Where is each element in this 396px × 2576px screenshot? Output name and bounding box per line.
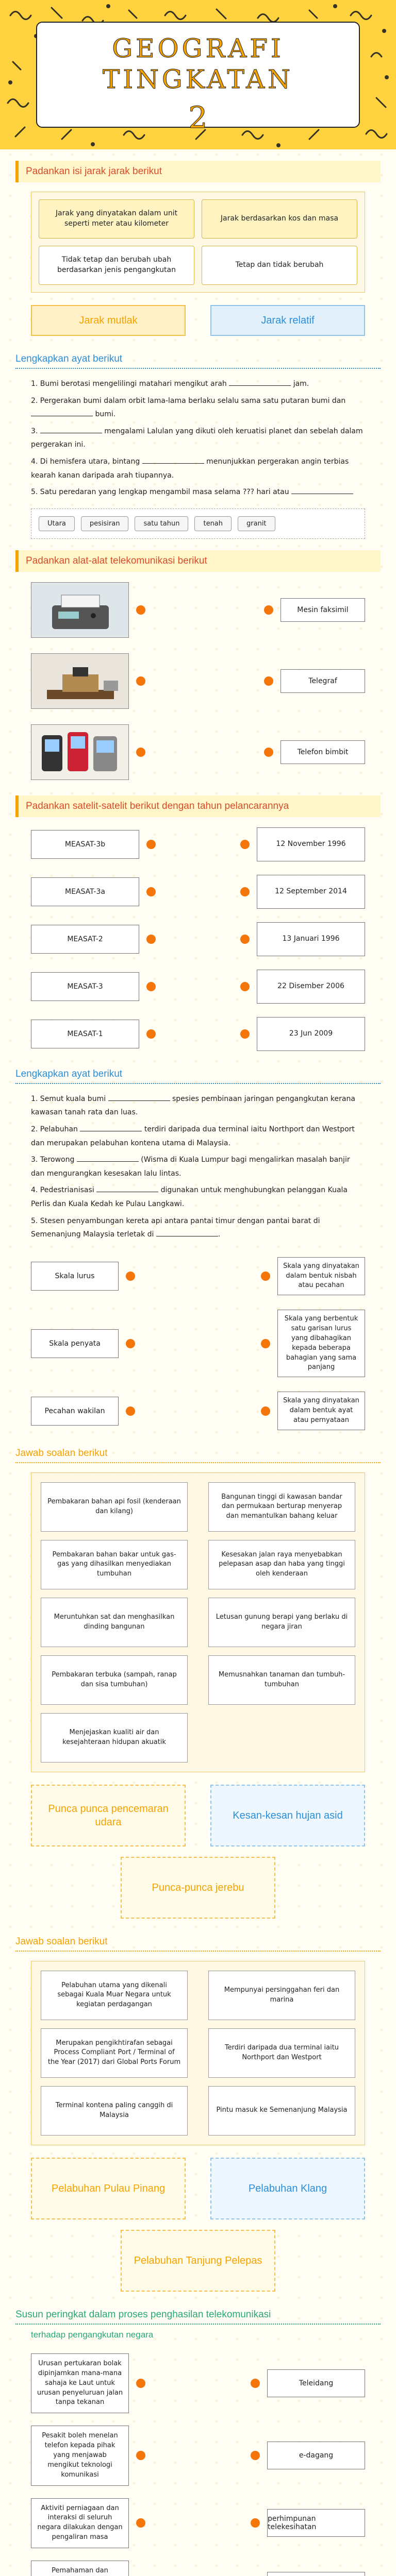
blank-field[interactable] — [40, 426, 102, 433]
satellite-matching — [31, 827, 365, 1051]
drag-card[interactable]: Menjejaskan kualiti air dan kesejahteraan hidupan akuatik — [41, 1713, 188, 1762]
drop-bin-tanjung-pelepas[interactable]: Pelabuhan Tanjung Pelepas — [121, 2230, 275, 2292]
blank-field[interactable] — [31, 409, 93, 416]
match-row — [31, 2426, 365, 2485]
blank-field[interactable] — [229, 379, 291, 386]
drag-card[interactable]: Bangunan tinggi di kawasan bandar dan permukaan berturap menyerap dan memantulkan bahang keluar — [208, 1482, 355, 1532]
connector-dot[interactable] — [251, 2451, 260, 2460]
blank-field[interactable] — [156, 1229, 218, 1236]
scale-definition: Skala yang dinyatakan dalam bentuk ayat atau pernyataan — [277, 1392, 365, 1430]
scale-type: Skala penyata — [31, 1329, 119, 1358]
word-chip[interactable]: Utara — [39, 516, 75, 531]
drag-card[interactable]: Pintu masuk ke Semenanjung Malaysia — [208, 2086, 355, 2136]
satellite-label: MEASAT-2 — [31, 925, 139, 954]
sentence-text: mengalami Lalulan yang dikuti oleh keruatisi planet dan sebelah dalam pergerakan ini. — [31, 427, 363, 449]
drag-card[interactable]: Meruntuhkan sat dan menghasilkan dinding bangunan — [41, 1598, 188, 1647]
scale-type: Skala lurus — [31, 1262, 119, 1291]
launch-date: 23 Jun 2009 — [257, 1017, 365, 1051]
connector-dot[interactable] — [136, 2518, 145, 2528]
sentence-text: 5. Satu peredaran yang lengkap mengambil masa selama ??? hari atau — [31, 488, 289, 497]
ict-term — [267, 2572, 365, 2576]
connector-dot[interactable] — [261, 1272, 270, 1281]
scale-definition: Skala yang berbentuk satu garisan lurus yang dibahagikan kepada beberapa bahagian yang sama panjang — [277, 1310, 365, 1377]
connector-dot[interactable] — [240, 935, 250, 944]
connector-dot[interactable] — [146, 982, 156, 991]
connector-dot[interactable] — [146, 935, 156, 944]
sentence — [31, 1092, 365, 1120]
satellite-label: MEASAT-1 — [31, 1020, 139, 1048]
scale-definition: Skala yang dinyatakan dalam bentuk nisbah atau pecahan — [277, 1257, 365, 1296]
match-row — [31, 1310, 365, 1377]
scale-type: Pecahan wakilan — [31, 1397, 119, 1426]
jarak-table — [31, 192, 365, 293]
connector-dot[interactable] — [264, 676, 273, 686]
drop-bins — [31, 1785, 365, 1846]
blank-field[interactable] — [77, 1155, 139, 1162]
match-row — [31, 2353, 365, 2413]
scenario-card: Aktiviti perniagaan dan interaksi di seluruh negara dilakukan dengan pengaliran masa — [31, 2498, 129, 2548]
title-card — [36, 22, 360, 135]
scenario-card: Pesakit boleh menelan telefon kepada pihak yang menjawab mengikut teknologi komunikasi — [31, 2426, 129, 2485]
blank-field[interactable] — [142, 456, 204, 464]
drag-card[interactable]: Merupakan pengikhtirafan sebagai Process Compliant Port / Terminal of the Year (2017) dari Global Ports Forum — [41, 2028, 188, 2078]
blank-field[interactable] — [108, 1094, 170, 1101]
match-row — [31, 653, 365, 709]
satellite-label: MEASAT-3b — [31, 830, 139, 859]
fill-in-text — [31, 377, 365, 499]
connector-dot[interactable] — [240, 840, 250, 849]
section-heading: Jawab soalan berikut — [15, 1448, 381, 1463]
sentence-text: 2. Pelabuhan — [31, 1125, 78, 1133]
sentence — [31, 394, 365, 421]
telegraph-image — [31, 653, 129, 709]
match-row — [31, 875, 365, 909]
connector-dot[interactable] — [146, 840, 156, 849]
section-heading: Jawab soalan berikut — [15, 1936, 381, 1952]
match-row — [31, 2498, 365, 2548]
match-row — [31, 1017, 365, 1051]
connector-dot[interactable] — [240, 1029, 250, 1039]
drag-card[interactable]: Tidak tetap dan berubah ubah berdasarkan jenis pengangkutan — [39, 246, 194, 285]
drop-bin-hujan-asid[interactable]: Kesan-kesan hujan asid — [210, 1785, 365, 1846]
page-subtitle: 2 — [188, 100, 208, 135]
drag-card[interactable]: Pembakaran terbuka (sampah, ranap dan sisa tumbuhan) — [41, 1655, 188, 1705]
drop-bin-jerebu[interactable]: Punca-punca jerebu — [121, 1857, 275, 1919]
sentence-text: (Wisma di Kuala Lumpur bagi mengalirkan masalah banjir dan mengurangkan kesesakan lalu lintas. — [31, 1156, 350, 1178]
connector-dot[interactable] — [136, 2451, 145, 2460]
sentence — [31, 455, 365, 482]
sentence-text: bumi. — [95, 410, 116, 419]
ict-term: perhimpunan telekesihatan — [267, 2509, 365, 2537]
drag-card[interactable]: Pelabuhan utama yang dikenali sebagai Kuala Muar Negara untuk kegiatan perdagangan — [41, 1971, 188, 2020]
sentence-text: digunakan untuk menghubungkan pelanggan Kuala Perlis dan Kuala Kedah ke Pulau Langkawi. — [31, 1186, 348, 1208]
section-heading: Padankan isi jarak jarak berikut — [15, 161, 381, 182]
sentence-text: 4. Pedestrianisasi — [31, 1186, 94, 1195]
drag-card[interactable]: Memusnahkan tanaman dan tumbuh-tumbuhan — [208, 1655, 355, 1705]
header-banner — [0, 0, 396, 149]
fax-machine-image — [31, 582, 129, 638]
drag-card[interactable]: Letusan gunung berapi yang berlaku di negara jiran — [208, 1598, 355, 1647]
sorting-cards — [31, 1961, 365, 2145]
blank-field[interactable] — [291, 487, 353, 494]
section-heading: Padankan alat-alat telekomunikasi berikut — [15, 550, 381, 572]
match-row — [31, 970, 365, 1004]
section-heading: Padankan satelit-satelit berikut dengan tahun pelancarannya — [15, 795, 381, 817]
drop-bins — [31, 2158, 365, 2219]
sentence-text: 3. — [31, 427, 38, 435]
drop-bin-pulau-pinang[interactable]: Pelabuhan Pulau Pinang — [31, 2158, 186, 2219]
section-heading: Susun peringkat dalam proses penghasilan telekomunikasi — [15, 2309, 381, 2325]
match-label: Telegraf — [280, 669, 365, 693]
drop-target-jarak-mutlak[interactable]: Jarak mutlak — [31, 305, 186, 336]
connector-dot[interactable] — [251, 2379, 260, 2388]
match-row — [31, 827, 365, 861]
blank-field[interactable] — [80, 1124, 142, 1131]
connector-dot[interactable] — [126, 1406, 135, 1416]
launch-date: 13 Januari 1996 — [257, 922, 365, 956]
sorting-cards — [31, 1472, 365, 1772]
page-title: GEOGRAFI TINGKATAN — [103, 33, 293, 94]
drag-card[interactable]: Mempunyai persinggahan feri dan marina — [208, 1971, 355, 2020]
sentence-text: . — [218, 1230, 221, 1239]
word-chip[interactable]: tenah — [194, 516, 232, 531]
connector-dot[interactable] — [240, 887, 250, 896]
launch-date: 12 November 1996 — [257, 827, 365, 861]
connector-dot[interactable] — [264, 748, 273, 757]
connector-dot[interactable] — [146, 1029, 156, 1039]
sentence-text: spesies pembinaan jaringan pengangkutan kerana kawasan tanah rata dan luas. — [31, 1094, 355, 1117]
drop-bin-pencemaran-udara[interactable]: Punca punca pencemaran udara — [31, 1785, 186, 1846]
sentence — [31, 1123, 365, 1150]
scenario-card: Urusan pertukaran bolak dipinjamkan mana-mana sahaja ke Laut untuk urusan penyeluruan jalan tanpa tekanan — [31, 2353, 129, 2413]
connector-dot[interactable] — [264, 605, 273, 615]
sentence — [31, 1153, 365, 1180]
scale-matching — [31, 1257, 365, 1430]
connector-dot[interactable] — [261, 1339, 270, 1348]
sentence — [31, 1214, 365, 1242]
sentence-text: menunjukkan pergerakan angin terbias kearah kanan daripada arah tiupannya. — [31, 457, 349, 480]
sentence-text: terdiri daripada dua terminal iaitu Northport dan Westport dan merupakan pelabuhan kontena utama di Malaysia. — [31, 1125, 355, 1147]
match-row — [31, 1392, 365, 1430]
drag-card[interactable]: Pembakaran bahan bakar untuk gas-gas yang dihasilkan menyediakan tumbuhan — [41, 1540, 188, 1589]
satellite-label: MEASAT-3 — [31, 972, 139, 1001]
drag-card[interactable]: Pembakaran bahan api fosil (kenderaan dan kilang) — [41, 1482, 188, 1532]
word-chip[interactable]: granit — [238, 516, 275, 531]
fill-in-text — [31, 1092, 365, 1242]
connector-dot[interactable] — [136, 605, 145, 615]
scenario-card: Pemahaman dan — [31, 2561, 129, 2576]
sentence-text: 4. Di hemisfera utara, bintang — [31, 457, 140, 466]
launch-date: 22 Disember 2006 — [257, 970, 365, 1004]
drag-card[interactable]: Terdiri daripada dua terminal iaitu Northport dan Westport — [208, 2028, 355, 2078]
section-heading: Lengkapkan ayat berikut — [15, 1069, 381, 1084]
ict-term: e-dagang — [267, 2442, 365, 2469]
ribbon-row — [31, 305, 365, 336]
connector-dot[interactable] — [251, 2518, 260, 2528]
mobile-phones-image — [31, 724, 129, 780]
connector-dot[interactable] — [136, 676, 145, 686]
drag-card[interactable]: Tetap dan tidak berubah — [202, 246, 357, 285]
sentence-text: jam. — [293, 380, 309, 388]
match-row — [31, 1257, 365, 1296]
match-row — [31, 2561, 365, 2576]
connector-dot[interactable] — [126, 1339, 135, 1348]
ict-term: Teleidang — [267, 2369, 365, 2397]
connector-dot[interactable] — [146, 887, 156, 896]
sentence-text: 1. Semut kuala bumi — [31, 1094, 106, 1103]
match-row — [31, 582, 365, 638]
connector-dot[interactable] — [261, 1406, 270, 1416]
sentence-text: 5. Stesen penyambungan kereta api antara pantai timur dengan pantai barat di Semenanjung Malaysia terletak di — [31, 1216, 320, 1239]
match-label: Telefon bimbit — [280, 740, 365, 764]
drag-card[interactable]: Terminal kontena paling canggih di Malaysia — [41, 2086, 188, 2136]
sentence — [31, 485, 365, 499]
connector-dot[interactable] — [240, 982, 250, 991]
word-chip[interactable]: satu tahun — [135, 516, 188, 531]
drop-target-jarak-relatif[interactable]: Jarak relatif — [210, 305, 365, 336]
telecom-matching — [31, 582, 365, 780]
connector-dot[interactable] — [136, 2379, 145, 2388]
sentence — [31, 425, 365, 452]
match-row — [31, 724, 365, 780]
drag-card[interactable]: Jarak berdasarkan kos dan masa — [202, 199, 357, 239]
connector-dot[interactable] — [136, 748, 145, 757]
sentence-text: 3. Terowong — [31, 1156, 75, 1164]
section-heading: Lengkapkan ayat berikut — [15, 353, 381, 369]
sentence — [31, 377, 365, 391]
launch-date: 12 September 2014 — [257, 875, 365, 909]
sentence — [31, 1183, 365, 1211]
match-label: Mesin faksimil — [280, 598, 365, 622]
drop-bin-klang[interactable]: Pelabuhan Klang — [210, 2158, 365, 2219]
word-chip[interactable]: pesisiran — [81, 516, 129, 531]
section-subheading: terhadap pengangkutan negara — [31, 2329, 154, 2340]
sentence-text: 2. Pergerakan bumi dalam orbit lama-lama berlaku selalu sama satu putaran bumi dan — [31, 396, 346, 405]
ict-matching — [31, 2353, 365, 2576]
drag-card[interactable]: Kesesakan jalan raya menyebabkan pelepasan asap dan haba yang tinggi oleh kenderaan — [208, 1540, 355, 1589]
sentence-text: 1. Bumi berotasi mengelilingi matahari mengikut arah — [31, 380, 227, 388]
blank-field[interactable] — [96, 1185, 158, 1192]
drag-card[interactable]: Jarak yang dinyatakan dalam unit seperti meter atau kilometer — [39, 199, 194, 239]
word-bank — [31, 509, 365, 539]
match-row — [31, 922, 365, 956]
satellite-label: MEASAT-3a — [31, 877, 139, 906]
connector-dot[interactable] — [126, 1272, 135, 1281]
